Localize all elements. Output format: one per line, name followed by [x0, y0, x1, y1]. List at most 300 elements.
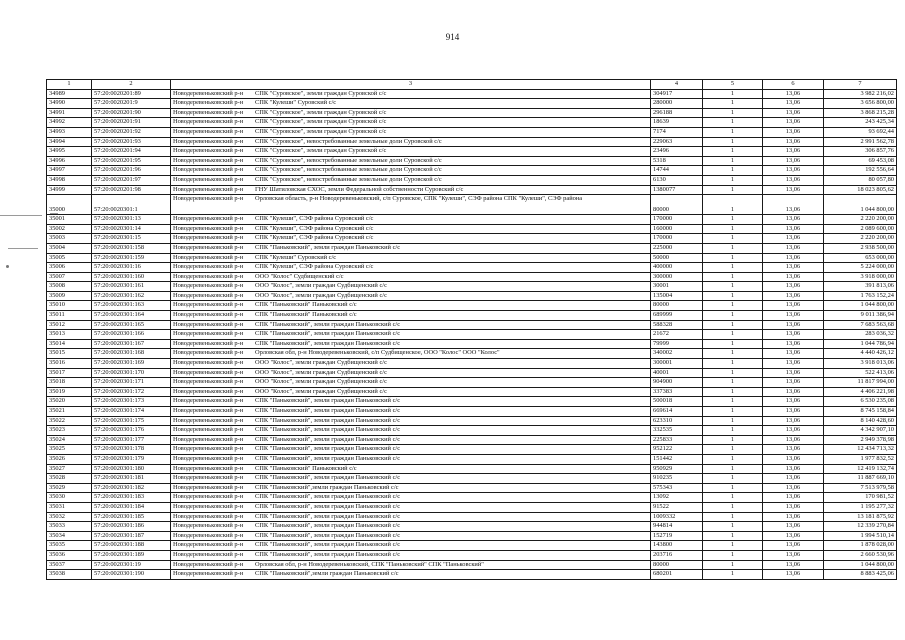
owner-text: СПК "Паньковский", земли граждан Паньковский с/с	[255, 435, 401, 443]
row-number-cell: 34990	[47, 99, 92, 109]
rate-cell: 13,06	[763, 243, 824, 253]
rate-cell: 13,06	[763, 330, 824, 340]
district-text: Новодеревеньковский р-н	[173, 474, 244, 482]
district-text: Новодеревеньковский р-н	[173, 108, 244, 116]
owner-text: СПК "Паньковский", земли граждан Паньковский с/с	[255, 330, 401, 338]
district-text: Новодеревеньковский р-н	[173, 531, 244, 539]
location-cell	[171, 234, 651, 244]
value-cell: 5 224 000,00	[824, 263, 897, 273]
location-cell	[171, 483, 651, 493]
cadastral-number-cell: 57:20:0020301:178	[92, 445, 171, 455]
location-cell	[171, 224, 651, 234]
table-row	[47, 560, 897, 570]
location-cell	[171, 541, 651, 551]
cadastral-number-cell: 57:20:0020301:1	[92, 195, 171, 215]
area-cell: 14744	[651, 166, 703, 176]
area-cell: 300001	[651, 359, 703, 369]
value-cell: 2 660 530,96	[824, 550, 897, 560]
value-cell: 3 982 216,02	[824, 89, 897, 99]
cadastral-number-cell: 57:20:0020301:16	[92, 263, 171, 273]
count-cell: 1	[703, 474, 763, 484]
district-text: Новодеревеньковский р-н	[173, 435, 244, 443]
rate-cell: 13,06	[763, 407, 824, 417]
cadastral-number-cell: 57:20:0020301:14	[92, 224, 171, 234]
table-row	[47, 301, 897, 311]
value-cell: 13 181 875,92	[824, 512, 897, 522]
row-number-cell: 34989	[47, 89, 92, 99]
owner-text: Орловская обл, р-н Новодеревеньковский, с/п Судбищенское, ООО "Колос" ООО "Колос"	[255, 349, 500, 357]
district-text: Новодеревеньковский р-н	[173, 560, 244, 568]
district-text: Новодеревеньковский р-н	[173, 147, 244, 155]
count-cell: 1	[703, 454, 763, 464]
scan-artifact-dot	[6, 265, 9, 268]
owner-text: СПК "Паньковский", земли граждан Паньковский с/с	[255, 502, 401, 510]
value-cell: 18 023 805,62	[824, 185, 897, 195]
owner-text: СПК "Кулеши", СЭФ района Суровский с/с	[255, 215, 374, 223]
district-text: Новодеревеньковский р-н	[173, 483, 244, 491]
owner-text: СПК "Паньковский", земли граждан Паньковский с/с	[255, 426, 401, 434]
rate-cell: 13,06	[763, 474, 824, 484]
cadastral-number-cell: 57:20:0020301:177	[92, 435, 171, 445]
row-number-cell: 35006	[47, 263, 92, 273]
owner-text: СПК "Паньковский", земли граждан Паньковский с/с	[255, 474, 401, 482]
rate-cell: 13,06	[763, 127, 824, 137]
district-text: Новодеревеньковский р-н	[173, 291, 244, 299]
cadastral-number-cell: 57:20:0020301:167	[92, 339, 171, 349]
area-cell: 40001	[651, 368, 703, 378]
rate-cell: 13,06	[763, 339, 824, 349]
district-text: Новодеревеньковский р-н	[173, 127, 244, 135]
owner-text: СПК "Паньковский" Паньковский с/с	[255, 301, 357, 309]
cadastral-number-cell: 57:20:0020201:93	[92, 137, 171, 147]
area-cell: 7174	[651, 127, 703, 137]
row-number-cell: 35028	[47, 474, 92, 484]
area-cell: 950929	[651, 464, 703, 474]
cadastral-number-cell: 57:20:0020301:172	[92, 387, 171, 397]
row-number-cell: 35024	[47, 435, 92, 445]
rate-cell: 13,06	[763, 531, 824, 541]
table-row	[47, 118, 897, 128]
rate-cell: 13,06	[763, 483, 824, 493]
row-number-cell: 35026	[47, 454, 92, 464]
area-cell: 300000	[651, 272, 703, 282]
location-cell	[171, 175, 651, 185]
value-cell: 4 440 426,12	[824, 349, 897, 359]
rate-cell: 13,06	[763, 234, 824, 244]
district-text: Новодеревеньковский р-н	[173, 339, 244, 347]
rate-cell: 13,06	[763, 108, 824, 118]
count-cell: 1	[703, 560, 763, 570]
owner-text: СПК "Паньковский", земли граждан Паньковский с/с	[255, 454, 401, 462]
cadastral-number-cell: 57:20:0020301:189	[92, 550, 171, 560]
rate-cell: 13,06	[763, 378, 824, 388]
district-text: Новодеревеньковский р-н	[173, 359, 244, 367]
column-header: 3	[171, 80, 651, 90]
value-cell: 3 918 013,06	[824, 359, 897, 369]
district-text: Новодеревеньковский р-н	[173, 416, 244, 424]
area-cell: 229063	[651, 137, 703, 147]
cadastral-number-cell: 57:20:0020201:92	[92, 127, 171, 137]
table-row	[47, 195, 897, 215]
value-cell: 243 425,34	[824, 118, 897, 128]
district-text: Новодеревеньковский р-н	[173, 118, 244, 126]
value-cell: 1 044 800,00	[824, 195, 897, 215]
owner-text: СПК "Кулеши" Суровский с/с	[255, 253, 337, 261]
owner-text: СПК "Кулеши", СЭФ района Суровский с/с	[255, 234, 374, 242]
rate-cell: 13,06	[763, 426, 824, 436]
table-row	[47, 349, 897, 359]
area-cell: 910235	[651, 474, 703, 484]
table-row	[47, 99, 897, 109]
cadastral-number-cell: 57:20:0020201:94	[92, 147, 171, 157]
area-cell: 91522	[651, 502, 703, 512]
district-text: Новодеревеньковский р-н	[173, 464, 244, 472]
table-row	[47, 378, 897, 388]
value-cell: 1 044 800,00	[824, 301, 897, 311]
rate-cell: 13,06	[763, 301, 824, 311]
column-header: 4	[651, 80, 703, 90]
row-number-cell: 35018	[47, 378, 92, 388]
area-cell: 152719	[651, 531, 703, 541]
row-number-cell: 35011	[47, 311, 92, 321]
value-cell: 1 044 800,00	[824, 560, 897, 570]
row-number-cell: 35031	[47, 502, 92, 512]
value-cell: 8 745 158,84	[824, 407, 897, 417]
count-cell: 1	[703, 175, 763, 185]
count-cell: 1	[703, 320, 763, 330]
area-cell: 944814	[651, 522, 703, 532]
table-row	[47, 291, 897, 301]
value-cell: 4 342 907,10	[824, 426, 897, 436]
owner-text: СПК "Кулеши" Суровский с/с	[255, 99, 337, 107]
row-number-cell: 34999	[47, 185, 92, 195]
district-text: Новодеревеньковский р-н	[173, 166, 244, 174]
value-cell: 11 887 669,10	[824, 474, 897, 484]
owner-text: ООО "Колос" Судбищенский с/с	[255, 272, 344, 280]
district-text: Новодеревеньковский р-н	[173, 99, 244, 107]
count-cell: 1	[703, 253, 763, 263]
row-number-cell: 35032	[47, 512, 92, 522]
location-cell	[171, 243, 651, 253]
area-cell: 151442	[651, 454, 703, 464]
location-cell	[171, 512, 651, 522]
district-text: Новодеревеньковский р-н	[173, 550, 244, 558]
cadastral-number-cell: 57:20:0020201:91	[92, 118, 171, 128]
location-cell	[171, 185, 651, 195]
count-cell: 1	[703, 89, 763, 99]
table-row	[47, 550, 897, 560]
rate-cell: 13,06	[763, 454, 824, 464]
cadastral-number-cell: 57:20:0020301:160	[92, 272, 171, 282]
area-cell: 680201	[651, 570, 703, 580]
district-text: Новодеревеньковский р-н	[173, 195, 244, 203]
rate-cell: 13,06	[763, 397, 824, 407]
area-cell: 225833	[651, 435, 703, 445]
location-cell	[171, 166, 651, 176]
table-row	[47, 368, 897, 378]
owner-text: СПК "Суровское", земли граждан Суровской с/с	[255, 127, 387, 135]
cadastral-number-cell: 57:20:0020301:171	[92, 378, 171, 388]
row-number-cell: 35016	[47, 359, 92, 369]
count-cell: 1	[703, 522, 763, 532]
location-cell	[171, 127, 651, 137]
rate-cell: 13,06	[763, 147, 824, 157]
location-cell	[171, 89, 651, 99]
area-cell: 904900	[651, 378, 703, 388]
district-text: Новодеревеньковский р-н	[173, 320, 244, 328]
table-row	[47, 282, 897, 292]
row-number-cell: 34993	[47, 127, 92, 137]
area-cell: 203716	[651, 550, 703, 560]
cadastral-number-cell: 57:20:0020301:175	[92, 416, 171, 426]
owner-text: СПК "Суровское", земли граждан Суровской с/с	[255, 118, 387, 126]
area-cell: 50000	[651, 253, 703, 263]
value-cell: 170 981,52	[824, 493, 897, 503]
count-cell: 1	[703, 224, 763, 234]
location-cell	[171, 570, 651, 580]
count-cell: 1	[703, 243, 763, 253]
count-cell: 1	[703, 550, 763, 560]
count-cell: 1	[703, 330, 763, 340]
rate-cell: 13,06	[763, 215, 824, 225]
count-cell: 1	[703, 464, 763, 474]
count-cell: 1	[703, 416, 763, 426]
value-cell: 80 057,80	[824, 175, 897, 185]
scan-artifact-line	[0, 215, 42, 216]
count-cell: 1	[703, 291, 763, 301]
row-number-cell: 35003	[47, 234, 92, 244]
cadastral-number-cell: 57:20:0020301:168	[92, 349, 171, 359]
district-text: Новодеревеньковский р-н	[173, 502, 244, 510]
table-row	[47, 185, 897, 195]
row-number-cell: 35013	[47, 330, 92, 340]
value-cell: 1 977 832,52	[824, 454, 897, 464]
rate-cell: 13,06	[763, 99, 824, 109]
cadastral-number-cell: 57:20:0020201:96	[92, 166, 171, 176]
location-cell	[171, 147, 651, 157]
owner-text: СПК "Паньковский", земли граждан Паньковский с/с	[255, 416, 401, 424]
owner-text: СПК "Паньковский", земли граждан Паньковский с/с	[255, 522, 401, 530]
owner-text: ООО "Колос", земли граждан Судбищенский с/с	[255, 378, 387, 386]
value-cell: 2 220 200,00	[824, 215, 897, 225]
table-row	[47, 464, 897, 474]
owner-text: СПК "Суровское", земли граждан Суровской с/с	[255, 147, 387, 155]
value-cell: 12 339 270,84	[824, 522, 897, 532]
count-cell: 1	[703, 301, 763, 311]
row-number-cell: 35008	[47, 282, 92, 292]
location-cell	[171, 454, 651, 464]
area-cell: 623310	[651, 416, 703, 426]
owner-text: СПК "Паньковский", земли граждан Паньковский с/с	[255, 541, 401, 549]
owner-text: СПК "Суровское", земли граждан Суровской с/с	[255, 108, 387, 116]
value-cell: 1 994 510,14	[824, 531, 897, 541]
table-row	[47, 108, 897, 118]
area-cell: 280000	[651, 99, 703, 109]
location-cell	[171, 359, 651, 369]
rate-cell: 13,06	[763, 416, 824, 426]
row-number-cell: 34997	[47, 166, 92, 176]
row-number-cell: 34996	[47, 156, 92, 166]
area-cell: 80000	[651, 560, 703, 570]
value-cell: 6 530 235,08	[824, 397, 897, 407]
cadastral-number-cell: 57:20:0020301:163	[92, 301, 171, 311]
district-text: Новодеревеньковский р-н	[173, 215, 244, 223]
owner-text: СПК "Суровское", невостребованные земельные доли Суровской с/с	[255, 156, 442, 164]
table-row	[47, 263, 897, 273]
owner-text: СПК "Паньковский",земли граждан Паньковский с/с	[255, 483, 399, 491]
location-cell	[171, 387, 651, 397]
row-number-cell: 35002	[47, 224, 92, 234]
owner-text: СПК "Суровское", земли граждан Суровской с/с	[255, 89, 387, 97]
owner-text: СПК "Кулеши", СЭФ района Суровский с/с	[255, 224, 374, 232]
owner-text: СПК "Паньковский" Паньковский с/с	[255, 464, 357, 472]
table-row	[47, 137, 897, 147]
value-cell: 8 140 428,60	[824, 416, 897, 426]
district-text: Новодеревеньковский р-н	[173, 301, 244, 309]
rate-cell: 13,06	[763, 560, 824, 570]
row-number-cell: 35007	[47, 272, 92, 282]
table-row	[47, 416, 897, 426]
location-cell	[171, 445, 651, 455]
area-cell: 21672	[651, 330, 703, 340]
location-cell	[171, 368, 651, 378]
owner-text: ООО "Колос", земли граждан Судбищенский с/с	[255, 359, 387, 367]
cadastral-number-cell: 57:20:0020301:19	[92, 560, 171, 570]
location-cell	[171, 108, 651, 118]
location-cell	[171, 416, 651, 426]
owner-text: Орловская обл, р-н Новодеревеньковский, СПК "Паньковский" СПК "Паньковский"	[255, 560, 484, 568]
row-number-cell: 35029	[47, 483, 92, 493]
count-cell: 1	[703, 570, 763, 580]
cadastral-number-cell: 57:20:0020301:174	[92, 407, 171, 417]
row-number-cell: 35036	[47, 550, 92, 560]
cadastral-number-cell: 57:20:0020301:182	[92, 483, 171, 493]
area-cell: 225000	[651, 243, 703, 253]
table-row	[47, 320, 897, 330]
rate-cell: 13,06	[763, 282, 824, 292]
value-cell: 522 413,06	[824, 368, 897, 378]
row-number-cell: 35009	[47, 291, 92, 301]
count-cell: 1	[703, 512, 763, 522]
area-cell: 80000	[651, 301, 703, 311]
location-cell	[171, 378, 651, 388]
rate-cell: 13,06	[763, 311, 824, 321]
owner-text: ООО "Колос", земли граждан Судбищенский с/с	[255, 291, 387, 299]
table-row	[47, 234, 897, 244]
district-text: Новодеревеньковский р-н	[173, 185, 244, 193]
count-cell: 1	[703, 502, 763, 512]
district-text: Новодеревеньковский р-н	[173, 253, 244, 261]
district-text: Новодеревеньковский р-н	[173, 426, 244, 434]
rate-cell: 13,06	[763, 493, 824, 503]
district-text: Новодеревеньковский р-н	[173, 156, 244, 164]
location-cell	[171, 435, 651, 445]
table-row	[47, 531, 897, 541]
count-cell: 1	[703, 234, 763, 244]
area-cell: 669614	[651, 407, 703, 417]
value-cell: 7 683 563,68	[824, 320, 897, 330]
district-text: Новодеревеньковский р-н	[173, 397, 244, 405]
table-row	[47, 435, 897, 445]
table-row	[47, 512, 897, 522]
value-cell: 3 868 215,28	[824, 108, 897, 118]
rate-cell: 13,06	[763, 137, 824, 147]
cadastral-number-cell: 57:20:0020301:13	[92, 215, 171, 225]
row-number-cell: 35022	[47, 416, 92, 426]
area-cell: 400000	[651, 263, 703, 273]
table-row	[47, 253, 897, 263]
location-cell	[171, 137, 651, 147]
table-row	[47, 570, 897, 580]
table-row	[47, 330, 897, 340]
rate-cell: 13,06	[763, 522, 824, 532]
area-cell: 689999	[651, 311, 703, 321]
value-cell: 306 857,76	[824, 147, 897, 157]
row-number-cell: 35033	[47, 522, 92, 532]
cadastral-number-cell: 57:20:0020201:9	[92, 99, 171, 109]
cadastral-number-cell: 57:20:0020301:176	[92, 426, 171, 436]
cadastral-number-cell: 57:20:0020201:89	[92, 89, 171, 99]
district-text: Новодеревеньковский р-н	[173, 349, 244, 357]
rate-cell: 13,06	[763, 359, 824, 369]
table-row	[47, 493, 897, 503]
count-cell: 1	[703, 378, 763, 388]
count-cell: 1	[703, 185, 763, 195]
table-row	[47, 147, 897, 157]
value-cell: 391 813,06	[824, 282, 897, 292]
rate-cell: 13,06	[763, 502, 824, 512]
owner-text: СПК "Паньковский", земли граждан Паньковский с/с	[255, 512, 401, 520]
area-cell: 80000	[651, 195, 703, 215]
district-text: Новодеревеньковский р-н	[173, 522, 244, 530]
district-text: Новодеревеньковский р-н	[173, 407, 244, 414]
value-cell: 2 089 600,00	[824, 224, 897, 234]
table-row	[47, 359, 897, 369]
rate-cell: 13,06	[763, 263, 824, 273]
rate-cell: 13,06	[763, 253, 824, 263]
location-cell	[171, 550, 651, 560]
cadastral-number-cell: 57:20:0020301:15	[92, 234, 171, 244]
cadastral-number-cell: 57:20:0020301:165	[92, 320, 171, 330]
location-cell	[171, 272, 651, 282]
row-number-cell: 35015	[47, 349, 92, 359]
count-cell: 1	[703, 349, 763, 359]
location-cell	[171, 263, 651, 273]
area-cell: 79999	[651, 339, 703, 349]
cadastral-number-cell: 57:20:0020201:98	[92, 185, 171, 195]
owner-text: Орловская область, р-н Новодеревеньковский, с/п Суровское, СПК "Кулеши", СЭФ района СПК "Кулеши", СЭФ района	[255, 195, 583, 203]
location-cell	[171, 349, 651, 359]
count-cell: 1	[703, 311, 763, 321]
area-cell: 170000	[651, 234, 703, 244]
rate-cell: 13,06	[763, 175, 824, 185]
value-cell: 11 817 994,00	[824, 378, 897, 388]
row-number-cell: 35010	[47, 301, 92, 311]
row-number-cell: 35023	[47, 426, 92, 436]
cadastral-number-cell: 57:20:0020301:164	[92, 311, 171, 321]
district-text: Новодеревеньковский р-н	[173, 378, 244, 386]
row-number-cell: 35000	[47, 195, 92, 215]
cadastral-number-cell: 57:20:0020301:188	[92, 541, 171, 551]
value-cell: 12 419 132,74	[824, 464, 897, 474]
owner-text: СПК "Кулеши", СЭФ района Суровский с/с	[255, 263, 374, 271]
table-row	[47, 407, 897, 417]
count-cell: 1	[703, 272, 763, 282]
area-cell: 575343	[651, 483, 703, 493]
value-cell: 283 036,32	[824, 330, 897, 340]
cadastral-number-cell: 57:20:0020301:158	[92, 243, 171, 253]
area-cell: 304917	[651, 89, 703, 99]
